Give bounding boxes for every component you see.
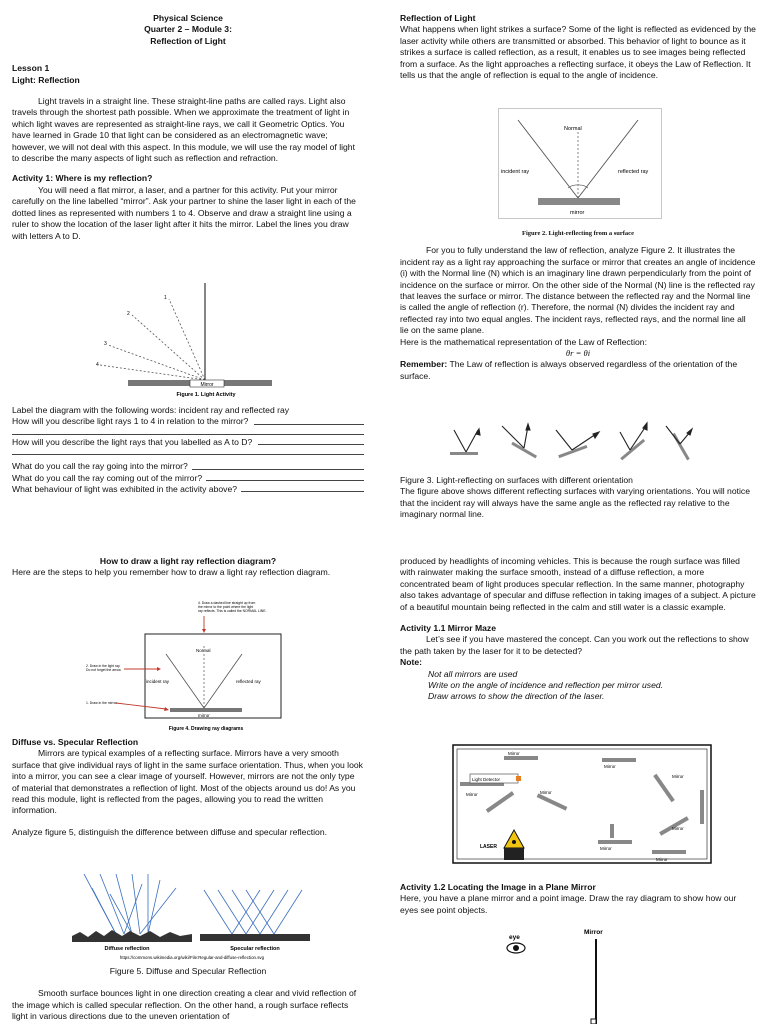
diffuse-section bbox=[12, 737, 364, 838]
lesson-intro: Light travels in a straight line. These straight-line paths are called rays. Light also travels through the shortest path possible. When we approximate the treatment of light in which light waves are represented as straight-line rays, we call it Geometric Optics. You have learned in Grade 10 that light can be considered as an electromagnetic wave; however, we will not deal with this aspect. In this module, we will use the ray model of light to describe the many aspects of light such as reflection and refraction. bbox=[12, 96, 355, 164]
fig1-mirror-label: Mirror bbox=[200, 382, 214, 388]
figure3-orientations bbox=[448, 420, 698, 470]
q2-answer-line[interactable] bbox=[258, 437, 364, 445]
q3-text: What do you call the ray going into the mirror? bbox=[12, 461, 188, 472]
laser-device bbox=[504, 848, 524, 860]
fig5-rough-surface bbox=[72, 930, 192, 942]
header-line2: Quarter 2 – Module 3: bbox=[144, 24, 232, 35]
q3-row bbox=[12, 461, 364, 472]
fig3-body: The figure above shows different reflecting surfaces with varying orientations. You will notice that the incident ray will always have the same angle as the reflected ray relative to the imaginary normal line. bbox=[400, 486, 750, 520]
mirror-maze-svg bbox=[452, 744, 712, 864]
activity1-title: Activity 1: Where is my reflection? bbox=[12, 173, 153, 184]
fig5-smooth-surface bbox=[200, 934, 310, 941]
figure4-svg bbox=[86, 596, 292, 738]
fig4-caption: Figure 4. Drawing ray diagrams bbox=[168, 726, 244, 732]
maze-body: Let’s see if you have mastered the concept. Can you work out the reflections to show the path taken by the laser for it to be detected? bbox=[400, 634, 749, 656]
header-line1: Physical Science bbox=[153, 13, 223, 23]
diffuse-body1: Mirrors are typical examples of a reflecting surface. Mirrors have a very smooth surface that give individual rays of light in the same surface orientation. Thus, when you look into a mirror, you can see a clear image of yourself. However, mirrors are not the only type of material that demonstrates a reflection of light. Most of the objects around us do! As you read this module, light is reflected from the pages, allowing you to read the written information. bbox=[12, 748, 363, 816]
fig5-source: https://commons.wikimedia.org/wiki/File:Regular-and-diffuse-reflection.svg bbox=[119, 955, 265, 960]
fig5-specular-rays bbox=[204, 890, 302, 934]
maze-laser-label: LASER bbox=[480, 844, 497, 850]
question-label: Label the diagram with the following words: incident ray and reflected ray bbox=[12, 405, 290, 415]
fig2-mirror: mirror bbox=[570, 210, 585, 216]
maze-mirror-4: Mirror bbox=[466, 792, 478, 797]
fig5-diffuse-rays bbox=[84, 874, 176, 934]
figure5-diffuse-specular bbox=[72, 870, 312, 963]
plane-eye-label: eye bbox=[509, 934, 520, 941]
q4-row bbox=[12, 473, 364, 484]
fig1-num-1: 1 bbox=[164, 295, 167, 301]
mirror-maze-figure bbox=[452, 744, 712, 864]
maze-note2: Write on the angle of incidence and reflection per mirror used. bbox=[428, 680, 664, 691]
fig5-label-diffuse: Diffuse reflection bbox=[104, 946, 150, 952]
howto-body: Here are the steps to help you remember how to draw a light ray reflection diagram. bbox=[12, 567, 331, 578]
fig4-step2: 2. Draw in the light ray. Do not forget the arrow. bbox=[86, 664, 122, 672]
fig1-num-3: 3 bbox=[104, 341, 107, 347]
fig2-reflected: reflected ray bbox=[618, 169, 649, 175]
q1-row bbox=[12, 416, 364, 427]
fig1-caption: Figure 1. Light Activity bbox=[176, 392, 236, 398]
q4-answer-line[interactable] bbox=[206, 473, 364, 481]
fig5-caption: Figure 5. Diffuse and Specular Reflection bbox=[109, 966, 267, 976]
q2-text: How will you describe the light rays that you labelled as A to D? bbox=[12, 436, 253, 447]
activity1-body: You will need a flat mirror, a laser, and a partner for this activity. Put your mirror carefully on the line labelled “mirror”. Ask your partner to shine the laser light in each of the dotted lines as represented with numbers 1 to 4. Observe and draw a straight line using a ruler to show the location of the laser light after it hits the mirror. Label the lines you draw with letters A to D. bbox=[12, 184, 356, 241]
figure4-ray-diagram bbox=[86, 596, 292, 738]
figure2-light-reflecting bbox=[498, 108, 662, 226]
q1-answer-line2[interactable] bbox=[12, 434, 364, 435]
fig4-step4: 4. Draw a dashed line straight up from the mirror to the point where the light ray reflects. This is called the NORMAL LINE. bbox=[198, 601, 267, 613]
plane-mirror-label: Mirror bbox=[584, 929, 603, 936]
reflection-section bbox=[400, 13, 756, 81]
maze-mirror-7: Mirror bbox=[600, 846, 612, 851]
fig3-caption: Figure 3. Light-reflecting on surfaces with different orientation bbox=[400, 475, 633, 485]
q5-text: What behaviour of light was exhibited in the activity above? bbox=[12, 484, 237, 495]
q2-row bbox=[12, 437, 364, 448]
q3-answer-line[interactable] bbox=[192, 461, 364, 469]
remember-text: The Law of reflection is always observed regardless of the orientation of the surface. bbox=[400, 359, 738, 381]
maze-mirror-5: Mirror bbox=[540, 790, 552, 795]
reflection-body2: For you to fully understand the law of reflection, analyze Figure 2. It illustrates the incident ray as a light ray approaching the surface or mirror that creates an angle of incidence (i) with the Normal line (N) which is an imaginary line drawn perpendicularly from the point of incidence on the surface or mirror. On the other side of the Normal (N) line is the reflected ray that leaves the surface or mirror. The distance between the reflected ray and the Normal line is called the angle of reflection (r). Therefore, the normal (N) divides the incident ray and reflected ray into two equal angles. The incident rays, reflected rays, and the normal line all lie on the same plane. bbox=[400, 245, 756, 336]
continued-body: produced by headlights of incoming vehicles. This is because the rough surface was filled with rainwater making the surface smooth, instead of a diffuse reflection, a more concentrated beam of light produces specular reflection. In the same manner, photography also takes advantage of specular and diffuse reflection in taking images of a subject. A picture of a beautiful mountain being reflected in the calm and still water is a classic example. bbox=[400, 556, 756, 612]
left-column-top bbox=[12, 13, 364, 242]
maze-note1: Not all mirrors are used bbox=[428, 668, 518, 679]
diffuse-body2: Analyze figure 5, distinguish the difference between diffuse and specular reflection. bbox=[12, 826, 327, 837]
reflection-body: What happens when light strikes a surface? Some of the light is reflected as evidenced by the laser activity while others are transmitted or absorbed. This behavior of light to bounce as it strikes a surface is called reflection, as a result, it enables us to see images being reflected from a surface. As the light approaches a reflecting surface, it obeys the Law of Reflection. It tells us that the angle of reflection is equal to the angle of incidence. bbox=[400, 24, 756, 81]
reflection-equation: θr = θi bbox=[565, 348, 591, 359]
reflection-law bbox=[400, 228, 756, 382]
fig4-normal: Normal bbox=[196, 648, 211, 653]
fig4-reflected: reflected ray bbox=[236, 679, 261, 684]
reflection-math-intro: Here is the mathematical representation of the Law of Reflection: bbox=[400, 336, 647, 347]
howto-title: How to draw a light ray reflection diagram? bbox=[99, 556, 277, 566]
fig4-step1: 1. Draw in the mirror. bbox=[86, 701, 118, 705]
maze-mirror-6: Mirror bbox=[672, 826, 684, 831]
maze-title: Activity 1.1 Mirror Maze bbox=[400, 623, 496, 634]
maze-mirror-8: Mirror bbox=[656, 857, 668, 862]
header-line3: Reflection of Light bbox=[150, 35, 226, 46]
maze-mirror-1: Mirror bbox=[508, 751, 520, 756]
maze-mirror-3: Mirror bbox=[672, 774, 684, 779]
plane-title: Activity 1.2 Locating the Image in a Plane Mirror bbox=[400, 882, 596, 892]
continued-section bbox=[400, 556, 756, 703]
maze-detector-label: Light Detector bbox=[472, 777, 501, 782]
reflection-title: Reflection of Light bbox=[400, 13, 476, 23]
maze-mirror-2: Mirror bbox=[604, 764, 616, 769]
figure1-svg bbox=[92, 283, 272, 403]
q1-text: How will you describe light rays 1 to 4 in relation to the mirror? bbox=[12, 416, 249, 427]
figure3-text bbox=[400, 475, 756, 521]
maze-note3: Draw arrows to show the direction of the laser. bbox=[428, 691, 605, 702]
lesson-label: Lesson 1 bbox=[12, 63, 50, 74]
figure2-svg bbox=[498, 108, 662, 226]
activity1-questions bbox=[12, 405, 364, 495]
q1-answer-line[interactable] bbox=[254, 416, 364, 424]
q5-row bbox=[12, 484, 364, 495]
fig2-incident: incident ray bbox=[501, 169, 530, 175]
figure3-svg bbox=[448, 420, 698, 470]
figure5-svg bbox=[72, 870, 312, 963]
remember-label: Remember: bbox=[400, 359, 448, 370]
q2-answer-line2[interactable] bbox=[12, 454, 364, 455]
fig1-num-4: 4 bbox=[96, 362, 99, 368]
howto-section bbox=[12, 556, 364, 579]
plane-body: Here, you have a plane mirror and a point image. Draw the ray diagram to show how our eyes see point objects. bbox=[400, 893, 737, 915]
diffuse-title: Diffuse vs. Specular Reflection bbox=[12, 737, 139, 747]
plane-mirror-figure bbox=[500, 925, 640, 1024]
plane-section bbox=[400, 882, 756, 916]
diffuse-body3: Smooth surface bounces light in one direction creating a clear and vivid reflection of the image which is called specular reflection. On the other hand, a rough surface reflects light in various directions due to the uneven orientation of bbox=[12, 988, 357, 1022]
fig4-incident: incident ray bbox=[146, 679, 170, 684]
fig2-caption: Figure 2. Light-reflecting from a surface bbox=[522, 230, 634, 237]
diffuse-continued bbox=[12, 966, 364, 1023]
fig5-label-specular: Specular reflection bbox=[230, 946, 280, 952]
maze-note-label: Note: bbox=[400, 657, 422, 668]
lesson-title: Light: Reflection bbox=[12, 74, 80, 85]
q5-answer-line[interactable] bbox=[241, 484, 364, 492]
figure1-light-activity bbox=[92, 283, 272, 403]
fig2-normal: Normal bbox=[564, 126, 582, 132]
q4-text: What do you call the ray coming out of the mirror? bbox=[12, 472, 203, 483]
fig1-num-2: 2 bbox=[127, 311, 130, 317]
fig4-mirror: mirror bbox=[198, 713, 210, 718]
plane-mirror-svg bbox=[500, 925, 640, 1024]
